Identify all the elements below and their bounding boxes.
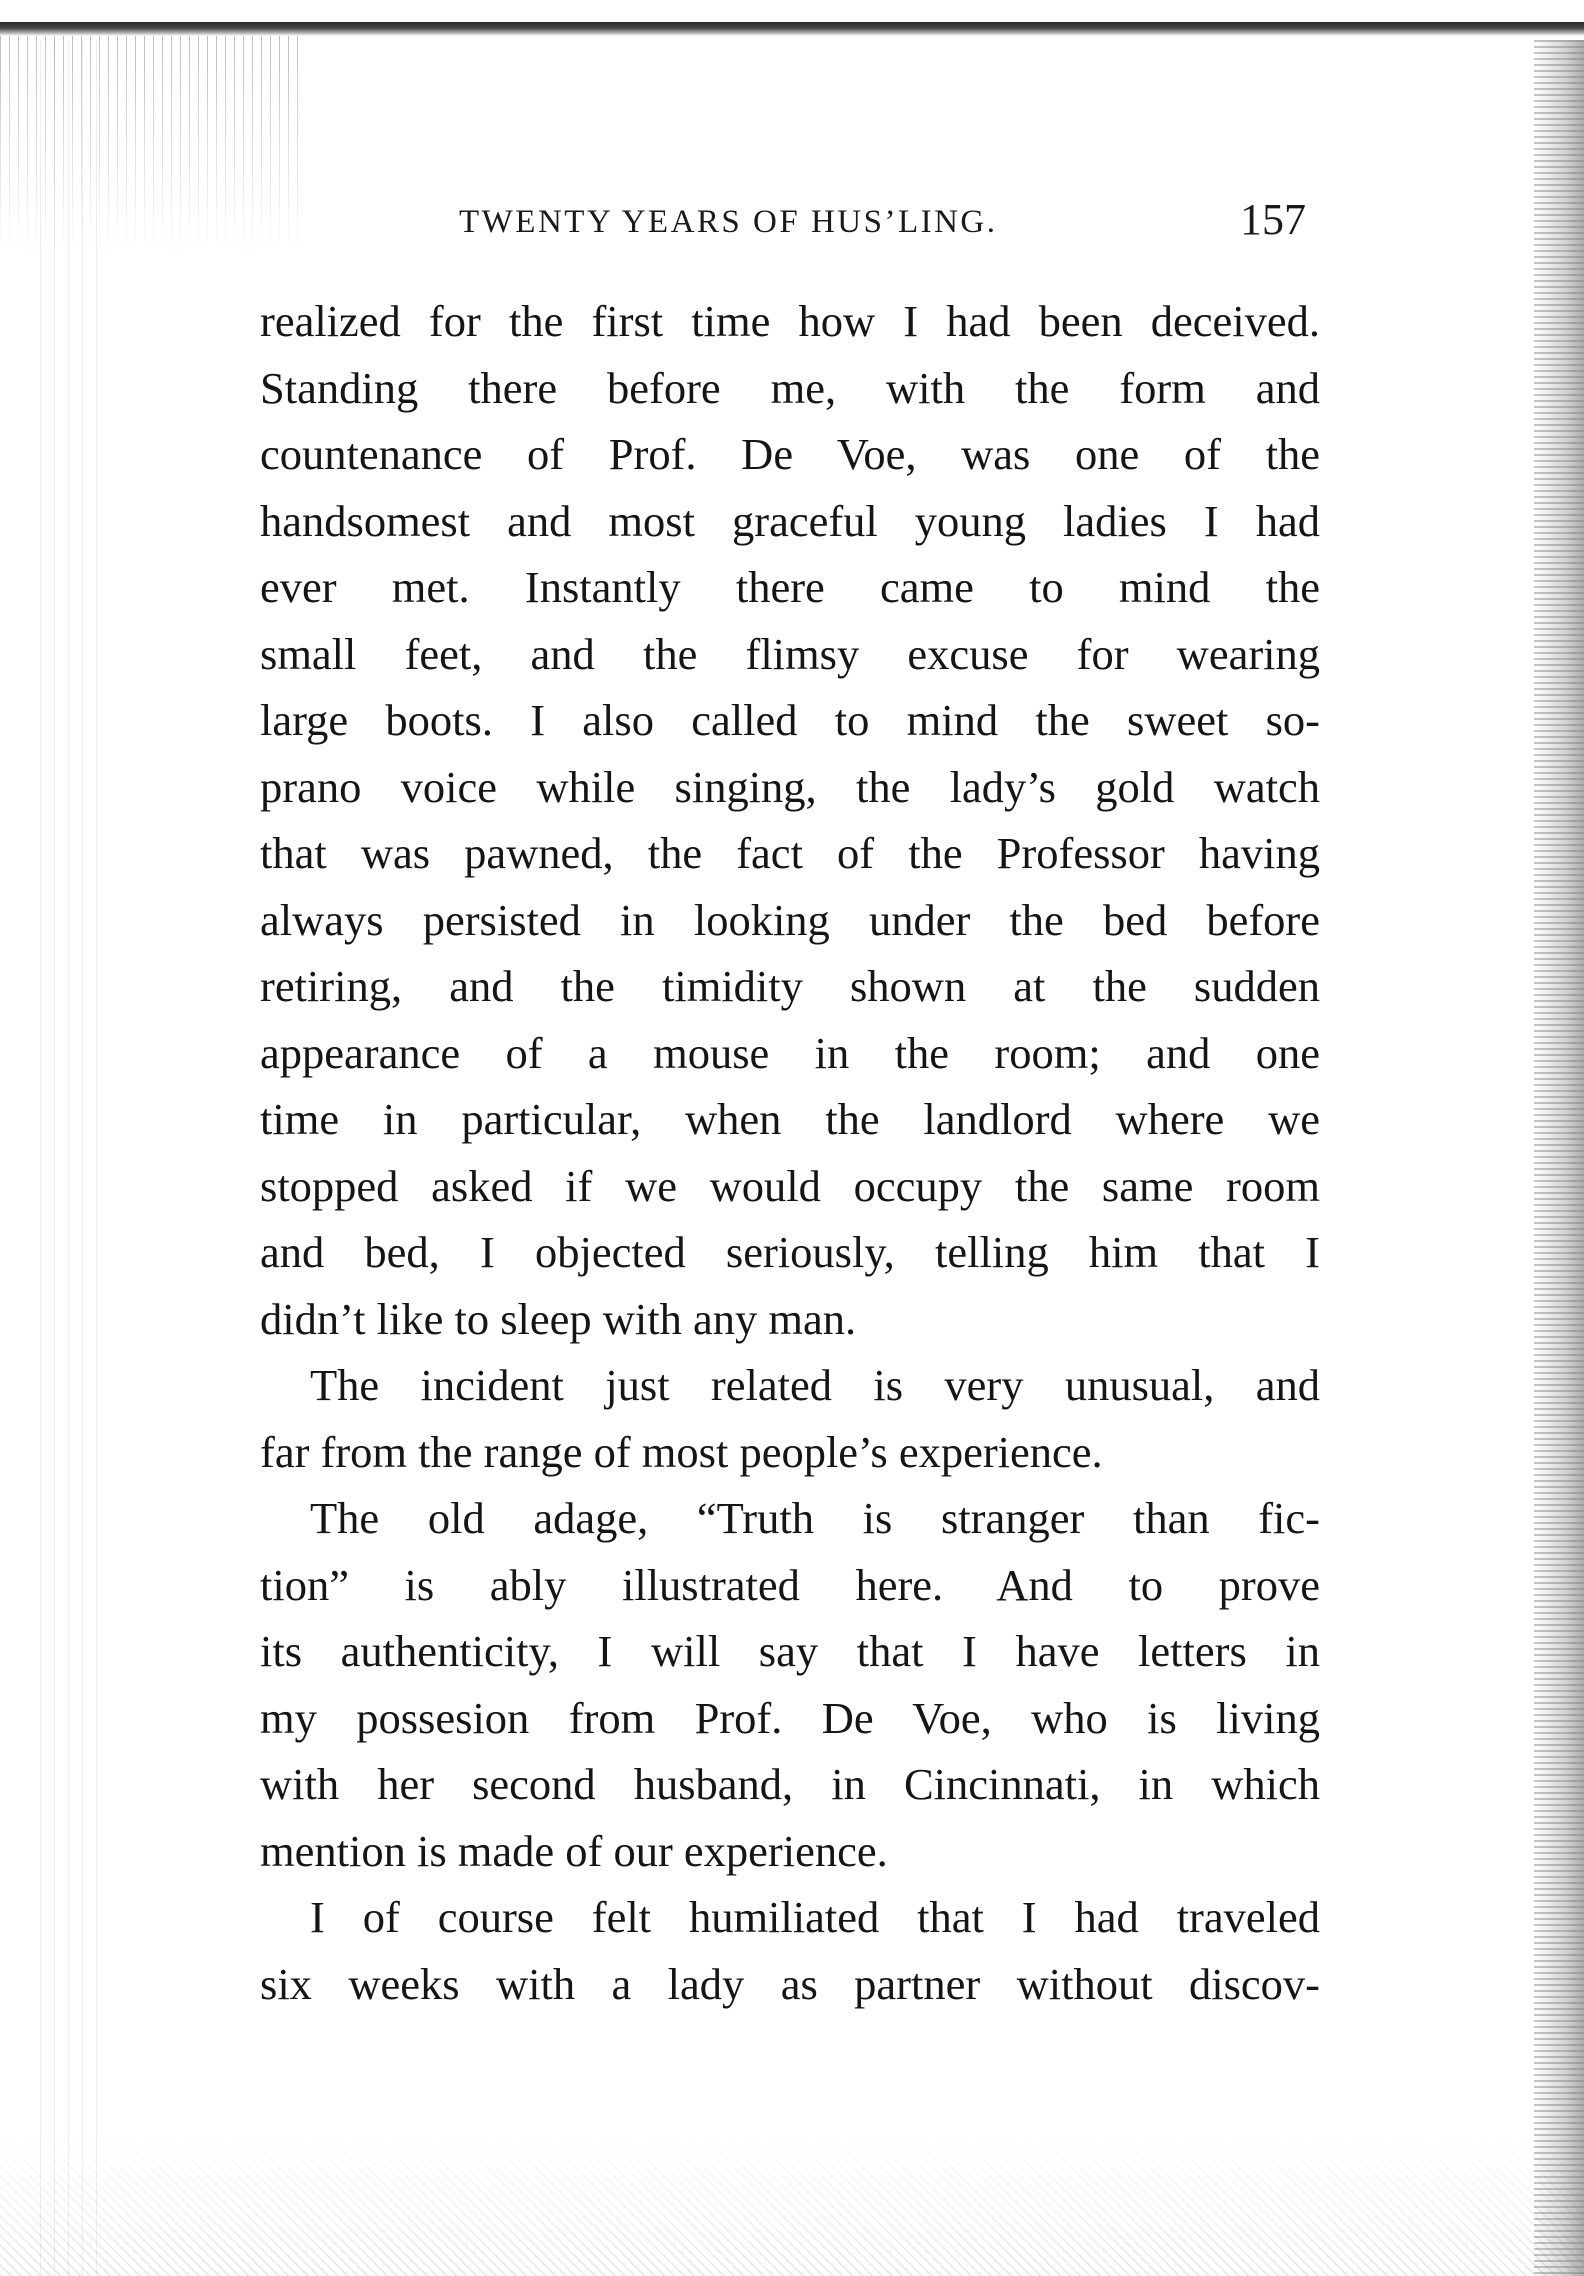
- text-line: The incident just related is very unusual, and: [310, 1360, 1320, 1410]
- text-line: appearance of a mouse in the room; and one: [260, 1027, 1320, 1078]
- text-line: small feet, and the flimsy excuse for wearing: [260, 628, 1320, 679]
- scan-edge-left: [40, 40, 100, 2276]
- text-line: handsomest and most graceful young ladies I had: [260, 495, 1320, 546]
- text-line: countenance of Prof. De Voe, was one of the: [260, 429, 1320, 479]
- text-line: time in particular, when the landlord where we: [260, 1094, 1320, 1144]
- page-number: 157: [1240, 195, 1306, 244]
- scan-edge-right: [1534, 40, 1584, 2276]
- text-line: didn’t like to sleep with any man.: [260, 1293, 857, 1344]
- text-line: The old adage, “Truth is stranger than fic-: [310, 1493, 1320, 1543]
- text-line: large boots. I also called to mind the sweet so-: [260, 695, 1320, 745]
- text-line: Standing there before me, with the form and: [260, 362, 1320, 413]
- text-line: tion” is ably illustrated here. And to prove: [260, 1559, 1320, 1610]
- text-line: retiring, and the timidity shown at the sudden: [260, 961, 1320, 1011]
- text-line: its authenticity, I will say that I have letters in: [260, 1626, 1320, 1676]
- text-line: stopped asked if we would occupy the same room: [260, 1160, 1320, 1211]
- scan-edge-top: [0, 22, 1584, 36]
- text-line: my possesion from Prof. De Voe, who is living: [260, 1692, 1320, 1743]
- text-line: realized for the first time how I had been deceived.: [260, 296, 1320, 346]
- text-line: mention is made of our experience.: [260, 1825, 888, 1876]
- text-line: far from the range of most people’s experience.: [260, 1426, 1103, 1477]
- running-head: TWENTY YEARS OF HUS’LING.: [459, 204, 998, 240]
- scan-edge-bottom: [0, 2130, 1584, 2276]
- text-line: always persisted in looking under the bed before: [260, 894, 1320, 945]
- text-line: prano voice while singing, the lady’s gold watch: [260, 761, 1320, 812]
- text-line: and bed, I objected seriously, telling him that I: [260, 1227, 1320, 1277]
- text-line: six weeks with a lady as partner without discov-: [260, 1958, 1320, 2009]
- text-line: with her second husband, in Cincinnati, in which: [260, 1759, 1320, 1809]
- text-line: I of course felt humiliated that I had traveled: [310, 1892, 1320, 1942]
- text-line: that was pawned, the fact of the Professor having: [260, 828, 1320, 878]
- body-text: [260, 288, 1320, 2017]
- text-line: ever met. Instantly there came to mind the: [260, 562, 1320, 612]
